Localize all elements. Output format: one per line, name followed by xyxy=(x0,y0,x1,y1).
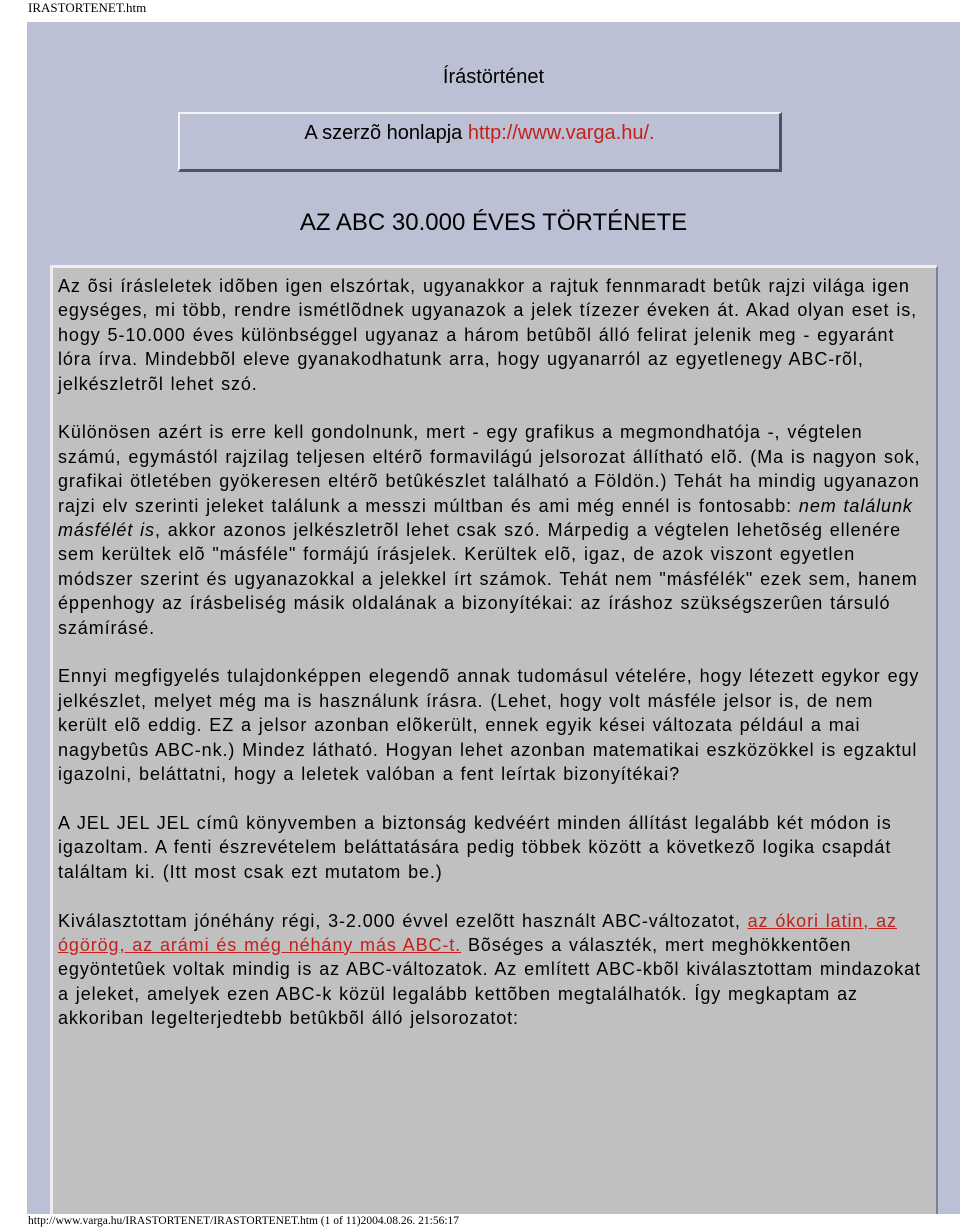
page-panel xyxy=(27,22,960,1214)
print-header xyxy=(0,0,960,16)
paragraph-5-text-a: Kiválasztottam jónéhány régi, 3-2.000 évvel ezelõtt használt ABC-változatot, xyxy=(58,910,748,931)
print-footer: http://www.varga.hu/IRASTORTENET/IRASTORTENET.htm (1 of 11)2004.08.26. 21:56:17 xyxy=(28,1215,460,1227)
paragraph-2-text-b: , akkor azonos jelkészletrõl lehet csak szó. Márpedig a végtelen lehetõség ellenére sem kerültek elõ "másféle" formájú írásjelek. Kerültek elõ, igaz, de azok viszont egyetlen módszer szerint és ugyanazokkal a jelekkel írt számok. Tehát nem "másfélék" ezek sem, hanem éppenhogy az írásbeliség másik oldalának a bizonyítékai: az íráshoz szükségszerûen társuló számírásé. xyxy=(58,520,918,638)
paragraph-5-text-b: Bõséges a választék, mert meghökkentõen egyöntetûek voltak mindig is az ABC-változatok. Az említett ABC-kbõl kiválasztottam mindazokat a jeleket, amelyek ezen ABC-k közül legalább kettõben megtalálhatók. Így megkaptam az akkoriban legelterjedtebb betûkbõl álló jelsorozatot: xyxy=(58,934,921,1029)
paragraph-3: Ennyi megfigyelés tulajdonképpen elegendõ annak tudomásul vételére, hogy létezett egykor egy jelkészlet, melyet még ma is használunk írásra. (Lehet, hogy volt másféle jelsor is, de nem került elõ eddig. EZ a jelsor azonban elõkerült, ennek egyik kései változata például a mai nagybetûs ABC-nk.) Mindez látható. Hogyan lehet azonban matematikai eszközökkel is egzaktul igazolni, beláttatni, hogy a leletek valóban a fent leírtak bizonyítékai? xyxy=(58,666,920,785)
paragraph-2-text-a: Különösen azért is erre kell gondolnunk, mert - egy grafikus a megmondhatója -, végtelen számú, egymástól rajzilag teljesen eltérõ formavilágú jelsorozat állítható elõ. (Ma is nagyon sok, grafikai ötletében gyökeresen eltérõ betûkészlet található a Földön.) Tehát ha mindig ugyanazon rajzi elv szerinti jeleket találunk a messzi múltban és ami még ennél is fontosabb: xyxy=(58,422,921,516)
author-prefix: A szerzõ honlapja xyxy=(304,122,468,144)
author-homepage-link[interactable]: http://www.varga.hu/. xyxy=(467,122,655,144)
paragraph-4: A JEL JEL JEL címû könyvemben a biztonság kedvéért minden állítást legalább két módon is igazoltam. A fenti észrevételem beláttatására pedig többek között a következõ logika csapdát találtam ki. (Itt most csak ezt mutatom be.) xyxy=(58,812,892,882)
paragraph-5 xyxy=(58,909,922,1031)
paragraph-1: Az õsi írásleletek idõben igen elszórtak, ugyanakkor a rajtuk fennmaradt betûk rajzi világa igen egységes, mi több, rendre ismétlõdnek ugyanazok a jelek tízezer éveken át. Akad olyan eset is, hogy 5-10.000 éves különbséggel ugyanaz a három betûbõl álló felirat jelenik meg - egyaránt lóra írva. Mindebbõl eleve gyanakodhatunk arra, hogy ugyanarról az egyetlenegy ABC-rõl, jelkészletrõl lehet szó. xyxy=(58,276,918,394)
alphabets-link[interactable]: az ókori latin, az ógörög, az arámi és még néhány más ABC-t. xyxy=(58,910,897,955)
article-content xyxy=(50,265,938,1214)
article-title: AZ ABC 30.000 ÉVES TÖRTÉNETE xyxy=(299,209,688,236)
author-box xyxy=(178,112,782,172)
header-file-name: IRASTORTENET.htm xyxy=(28,0,147,15)
paragraph-2-emphasis: nem találunk másfélét is xyxy=(58,495,913,541)
site-title: Írástörténet xyxy=(442,66,545,88)
paragraph-2 xyxy=(58,420,922,640)
